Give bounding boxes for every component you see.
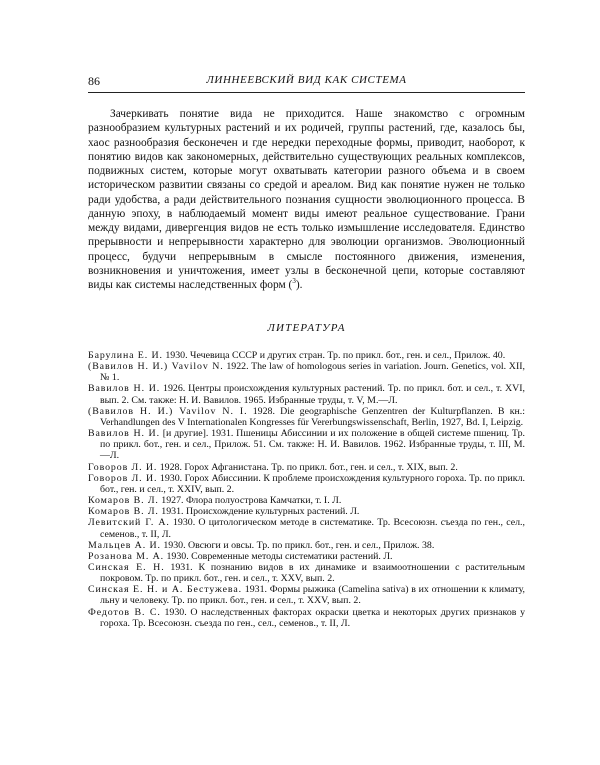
footnote-reference: 3 [292, 277, 296, 286]
reference-text: 1922. The law of homologous series in variation. Journ. Genetics, vol. XII, № 1. [100, 361, 525, 384]
reference-item [88, 551, 525, 562]
reference-item [88, 361, 525, 383]
reference-item [88, 584, 525, 606]
reference-item [88, 562, 525, 584]
reference-author: Вавилов Н. И. [88, 383, 161, 395]
reference-author: Левитский Г. А. [88, 517, 170, 529]
header-rule [88, 92, 525, 93]
reference-text: 1930. О наследственных факторах окраски цветка и некоторых других признаков у гороха. Тр. Всесоюзн. съезда по ген., сел., семенов., т. II, Л. [100, 606, 526, 629]
reference-item [88, 406, 525, 428]
reference-author: Синская Е. Н. и А. Бестужева. [88, 584, 243, 596]
body-paragraph-end: ). [295, 279, 303, 291]
reference-author: (Вавилов Н. И.) Vavilov N. [88, 361, 224, 373]
page-header [88, 70, 525, 90]
running-title: ЛИННЕЕВСКИЙ ВИД КАК СИСТЕМА [206, 74, 407, 86]
reference-item [88, 607, 525, 629]
reference-item [88, 462, 525, 473]
reference-author: Федотов В. С. [88, 606, 161, 618]
reference-text: 1930. Горох Абиссинии. К проблеме происхождения культурного гороха. Тр. по прикл. бот., ген. и сел., т. XXIV, вып. 2. [100, 472, 525, 495]
literature-heading: ЛИТЕРАТУРА [267, 322, 346, 334]
body-paragraph [88, 107, 525, 292]
reference-author: Розанова М. А. [88, 550, 164, 562]
reference-item [88, 517, 525, 539]
reference-text: 1930. Чечевица СССР и других стран. Тр. по прикл. бот., ген. и сел., Прилож. 40. [162, 350, 506, 361]
reference-text: [и другие]. 1931. Пшеницы Абиссинии и их положение в общей системе пшениц. Тр. по прикл. бот., ген. и сел., Прилож. 51. См. также: Н. И. Вавилов. 1962. Избранные труды, т. III, М.—Л. [100, 428, 525, 462]
reference-author: Вавилов Н. И. [88, 428, 160, 440]
reference-item [88, 495, 525, 506]
reference-text: 1930. О цитологическом методе в систематике. Тр. Всесоюзн. съезда по ген., сел., семенов., т. II, Л. [100, 517, 525, 540]
reference-author: Комаров В. Л. [88, 506, 159, 518]
reference-author: Говоров Л. И. [88, 461, 158, 473]
reference-author: Синская Е. Н. [88, 561, 165, 573]
reference-text: 1930. Современные методы систематики растений. Л. [164, 550, 393, 562]
reference-item [88, 540, 525, 551]
reference-text: 1928. Die geographische Genzentren der Kulturpflanzen. В кн.: Verhandlungen des V Internationalen Kongresses für Vererbungswissenschaft, Berlin, 1927, Bd. I, Leipzig. [100, 405, 525, 428]
page-number: 86 [88, 74, 100, 88]
reference-item [88, 473, 525, 495]
reference-text: 1930. Овсюги и овсы. Тр. по прикл. бот., ген. и сел., Прилож. 38. [160, 539, 435, 551]
reference-author: Барулина Е. И. [88, 350, 163, 361]
reference-text: 1931. Формы рыжика (Camelina sativa) в их отношении к климату, льну и человеку. Тр. по прикл. бот., ген. и сел., т. XXV, вып. 2. [100, 584, 525, 607]
reference-author: Мальцев А. И. [88, 539, 161, 551]
reference-text: 1926. Центры происхождения культурных растений. Тр. по прикл. бот. и сел., т. XVI, вып. 2. См. также: Н. И. Вавилов. 1965. Избранные труды, т. V, М.—Л. [100, 383, 525, 406]
reference-text: 1931. К познанию видов в их динамике и взаимоотношении с растительным покровом. Тр. по прикл. бот., ген. и сел., т. XXV, вып. 2. [100, 561, 525, 585]
reference-text: 1931. Происхождение культурных растений. Л. [158, 506, 360, 518]
reference-author: (Вавилов Н. И.) Vavilov N. I. [88, 405, 248, 417]
reference-item [88, 428, 525, 461]
reference-author: Комаров В. Л. [88, 495, 159, 507]
reference-item [88, 506, 525, 517]
reference-text: 1927. Флора полуострова Камчатки, т. I. Л. [158, 495, 342, 507]
reference-text: 1928. Горох Афганистана. Тр. по прикл. бот., ген. и сел., т. XIX, вып. 2. [157, 461, 458, 473]
reference-list [88, 350, 525, 629]
body-paragraph-text: Зачеркивать понятие вида не приходится. Наше знакомство с огромным разнообразием культурных растений и их родичей, группы растений, где, казалось бы, хаос разнообразия бесконечен и где нередки переходные формы, приводит, наоборот, к понятию видов как закономерных, действительно существующих реальных комплексов, подвижных систем, которые могут охватывать категории разного объема и в своем историческом развитии связаны со средой и ареалом. Вид как понятие нужен не только ради удобства, а ради действительного познания сущности эволюционного процесса. В данную эпоху, в наблюдаемый момент виды имеют реальное существование. Грани между видами, дивергенция видов не есть только измышление исследователя. Единство прерывности и непрерывности характерно для эволюции организмов. Эволюционный процесс, будучи непрерывным в смысле постоянного движения, изменения, возникновения и уничтожения, имеет узлы в бесконечной цепи, которые составляют виды как системы наследственных форм ( [88, 108, 525, 291]
reference-author: Говоров Л. И. [88, 472, 158, 484]
reference-item [88, 350, 525, 361]
reference-item [88, 383, 525, 405]
